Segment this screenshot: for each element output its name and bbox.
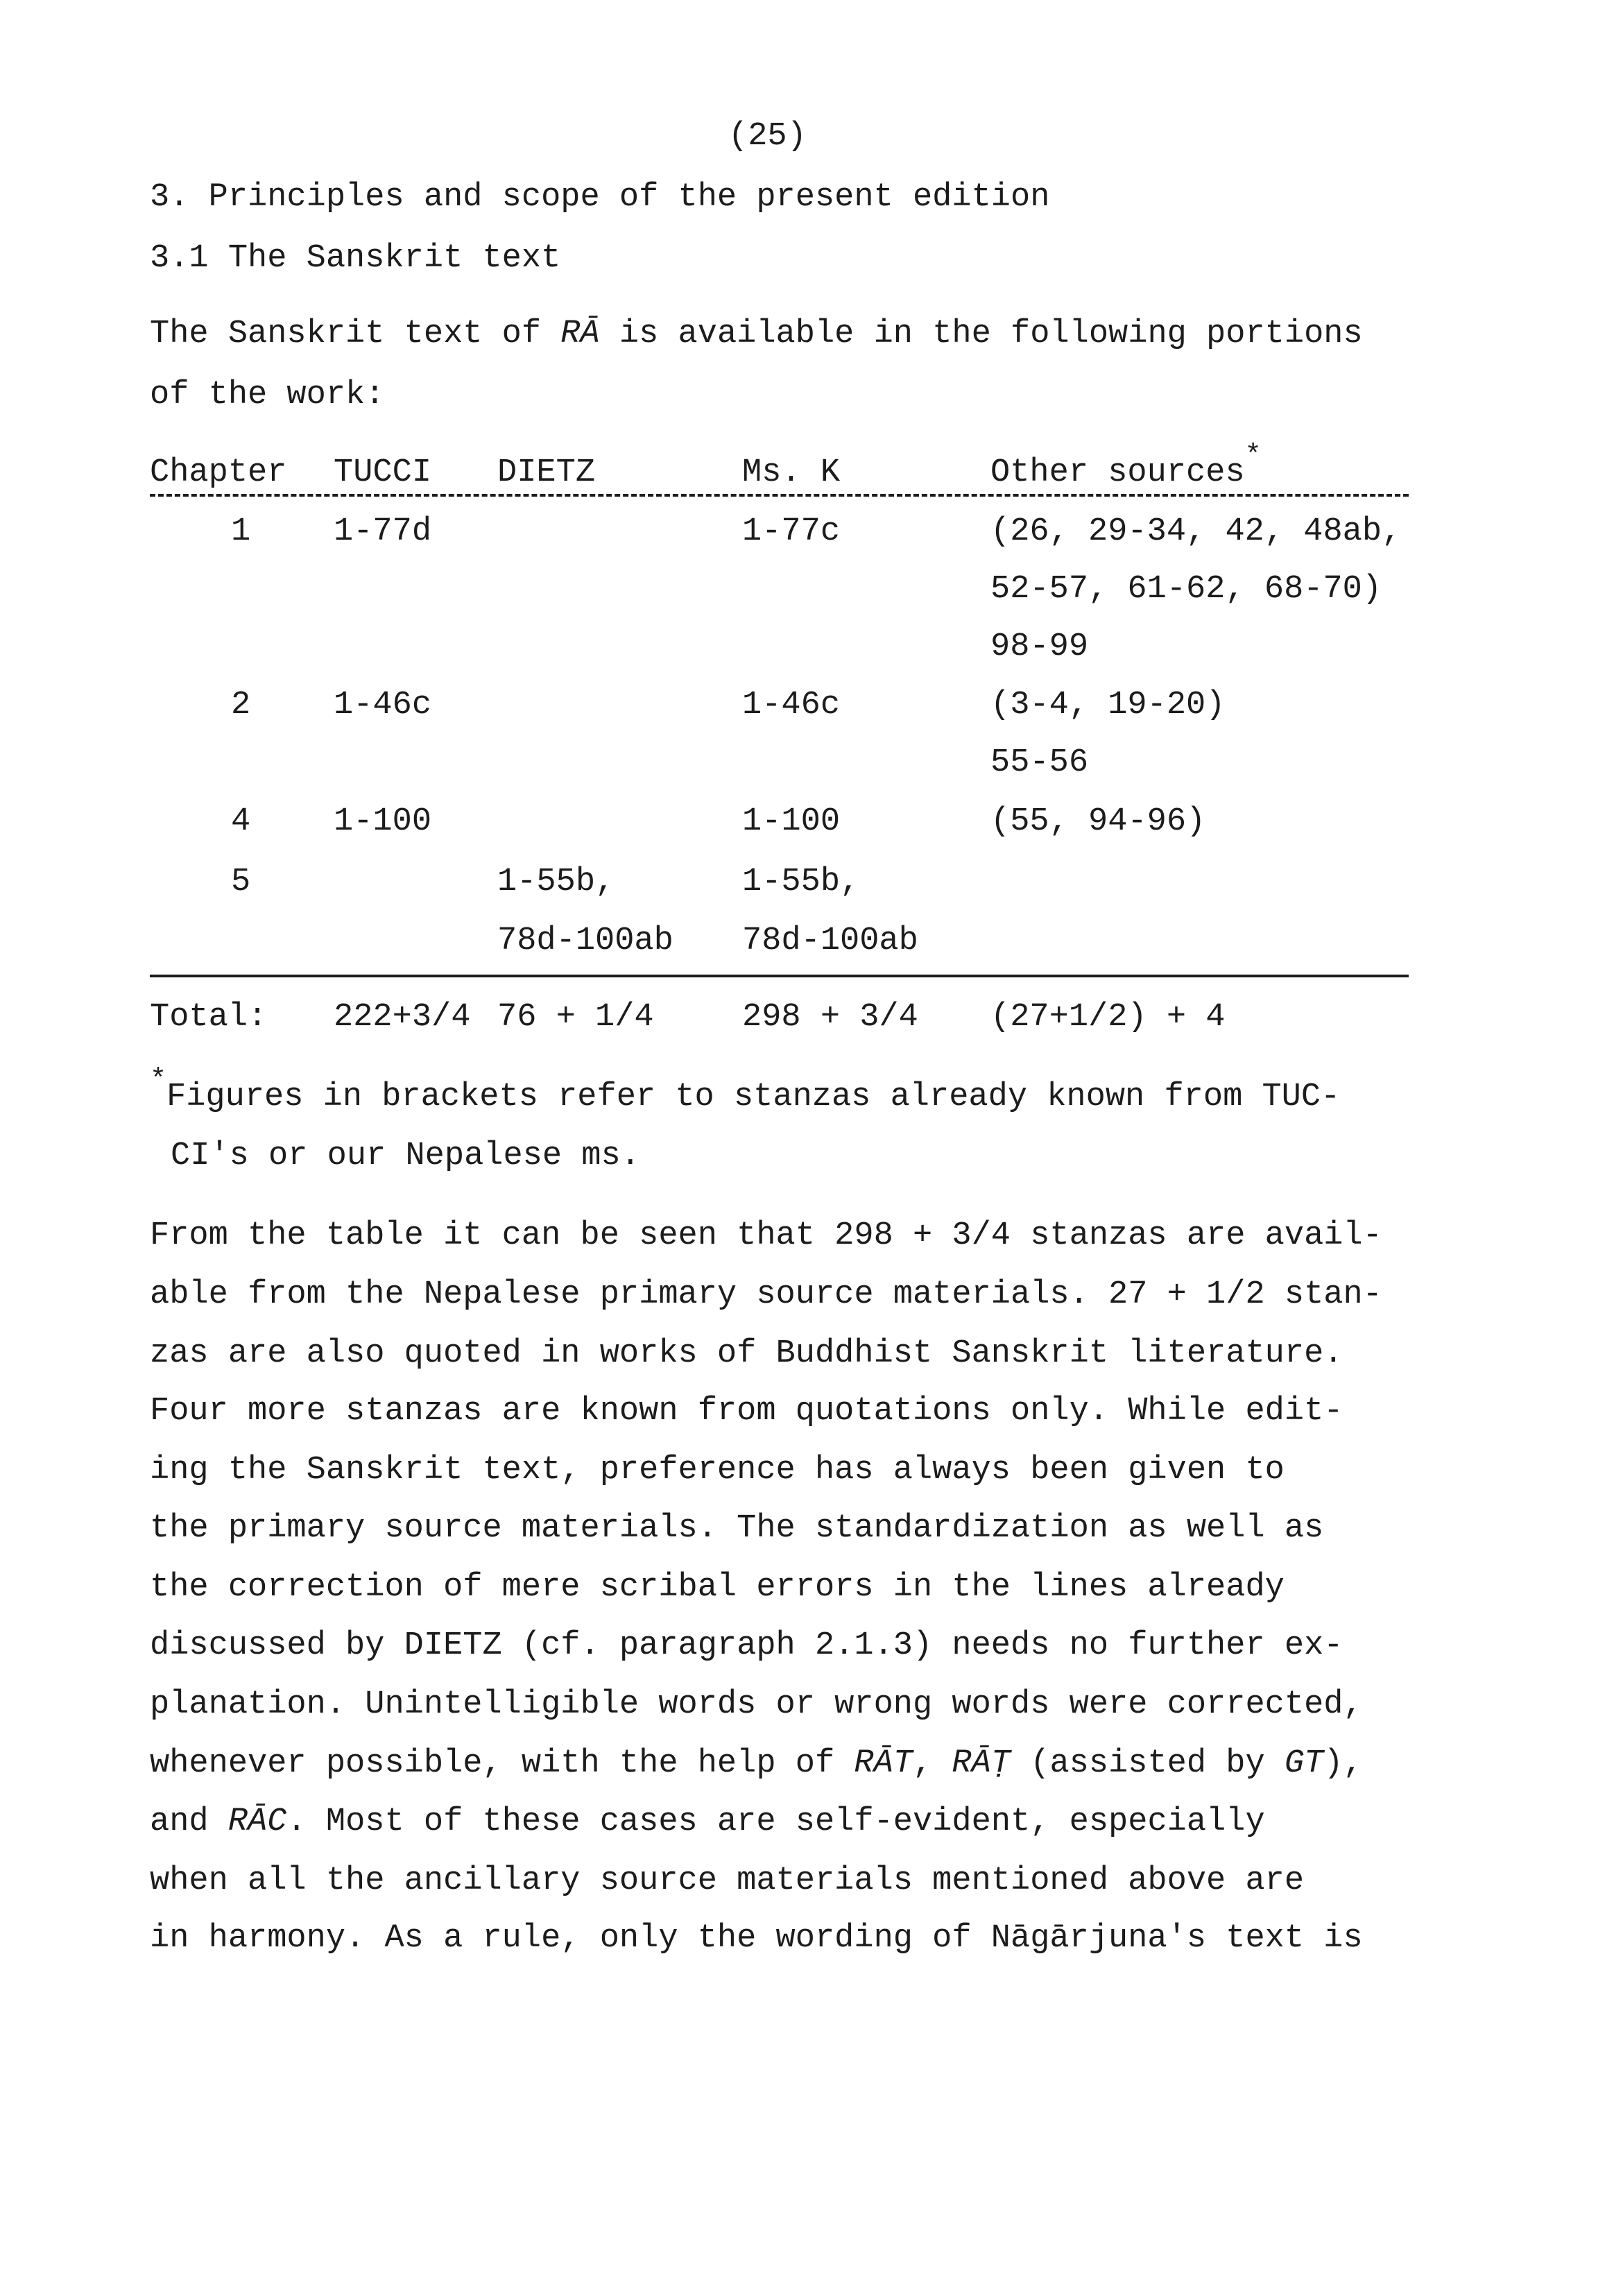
- table-cell-other: 55-56: [990, 744, 1089, 781]
- rac-abbreviation: RĀC: [227, 1804, 287, 1840]
- table-cell-chapter: 5: [231, 864, 251, 900]
- subsection-heading: 3.1 The Sanskrit text: [150, 240, 561, 277]
- body-line: From the table it can be seen that 298 + 3/4 stanzas are avail-: [150, 1217, 1382, 1254]
- section-heading: 3. Principles and scope of the present edition: [150, 179, 1050, 216]
- body-line: discussed by DIETZ (cf. paragraph 2.1.3) needs no further ex-: [150, 1627, 1343, 1664]
- table-cell-other: (55, 94-96): [990, 803, 1206, 840]
- table-cell-msk: 1-77c: [742, 513, 841, 550]
- body-line: in harmony. As a rule, only the wording of Nāgārjuna's text is: [150, 1920, 1363, 1957]
- total-other: (27+1/2) + 4: [990, 999, 1226, 1036]
- table-cell-msk: 1-46c: [742, 687, 841, 723]
- gt-abbreviation: GT: [1284, 1745, 1324, 1782]
- intro-text-post: is available in the following portions: [599, 316, 1363, 352]
- table-cell-chapter: 4: [231, 803, 251, 840]
- total-msk: 298 + 3/4: [742, 999, 918, 1036]
- page-number: (25): [728, 118, 807, 155]
- table-cell-other: (26, 29-34, 42, 48ab,: [990, 513, 1402, 550]
- col-header-dietz: DIETZ: [497, 454, 596, 491]
- intro-text-pre: The Sanskrit text of: [150, 316, 561, 352]
- table-cell-chapter: 1: [231, 513, 251, 550]
- col-header-msk: Ms. K: [742, 454, 841, 491]
- total-label: Total:: [150, 999, 268, 1036]
- body-text: and: [150, 1804, 228, 1840]
- body-line: [150, 1804, 1265, 1840]
- body-text: (assisted by: [1011, 1745, 1285, 1782]
- ratt-abbreviation: RĀṬ: [952, 1745, 1011, 1782]
- table-cell-tucci: 1-46c: [334, 687, 432, 723]
- body-line: Four more stanzas are known from quotations only. While edit-: [150, 1393, 1343, 1430]
- body-line: [150, 1745, 1363, 1782]
- total-dietz: 76 + 1/4: [497, 999, 654, 1036]
- asterisk-marker: *: [1244, 440, 1262, 472]
- ra-abbreviation: RĀ: [560, 316, 600, 352]
- table-cell-msk: 1-55b,: [742, 864, 860, 900]
- body-text: . Most of these cases are self-evident, especially: [286, 1804, 1265, 1840]
- body-line: able from the Nepalese primary source materials. 27 + 1/2 stan-: [150, 1276, 1382, 1313]
- total-divider: [150, 975, 1409, 977]
- table-cell-tucci: 1-77d: [334, 513, 432, 550]
- table-cell-other: (3-4, 19-20): [990, 687, 1226, 723]
- table-cell-chapter: 2: [231, 687, 251, 723]
- body-line: when all the ancillary source materials mentioned above are: [150, 1862, 1305, 1899]
- col-header-chapter: Chapter: [150, 454, 287, 491]
- footnote-asterisk: *: [150, 1065, 167, 1096]
- body-line: zas are also quoted in works of Buddhist Sanskrit literature.: [150, 1335, 1343, 1372]
- table-cell-other: 98-99: [990, 628, 1089, 665]
- body-line: the correction of mere scribal errors in the lines already: [150, 1569, 1285, 1606]
- footnote-line-1: [150, 1065, 1341, 1115]
- body-text: ,: [913, 1745, 952, 1782]
- rat-abbreviation: RĀT: [854, 1745, 913, 1782]
- table-cell-msk: 1-100: [742, 803, 841, 840]
- body-text: whenever possible, with the help of: [150, 1745, 855, 1782]
- col-header-other-label: Other sources: [990, 454, 1245, 491]
- body-line: the primary source materials. The standardization as well as: [150, 1510, 1324, 1547]
- table-cell-other: 52-57, 61-62, 68-70): [990, 571, 1382, 608]
- col-header-tucci: TUCCI: [334, 454, 432, 491]
- table-cell-msk: 78d-100ab: [742, 923, 918, 959]
- intro-line-1: [150, 316, 1363, 352]
- table-cell-dietz: 78d-100ab: [497, 923, 673, 959]
- table-cell-dietz: 1-55b,: [497, 864, 615, 900]
- total-tucci: 222+3/4: [334, 999, 471, 1036]
- col-header-other: [990, 440, 1262, 491]
- body-text: ),: [1323, 1745, 1363, 1782]
- body-line: planation. Unintelligible words or wrong words were corrected,: [150, 1686, 1363, 1723]
- table-cell-tucci: 1-100: [334, 803, 432, 840]
- intro-line-2: of the work:: [150, 377, 385, 413]
- footnote-line-2: CI's or our Nepalese ms.: [171, 1138, 640, 1174]
- header-divider: [150, 494, 1409, 497]
- footnote-text: Figures in brackets refer to stanzas already known from TUC-: [166, 1079, 1341, 1115]
- body-line: ing the Sanskrit text, preference has always been given to: [150, 1452, 1285, 1489]
